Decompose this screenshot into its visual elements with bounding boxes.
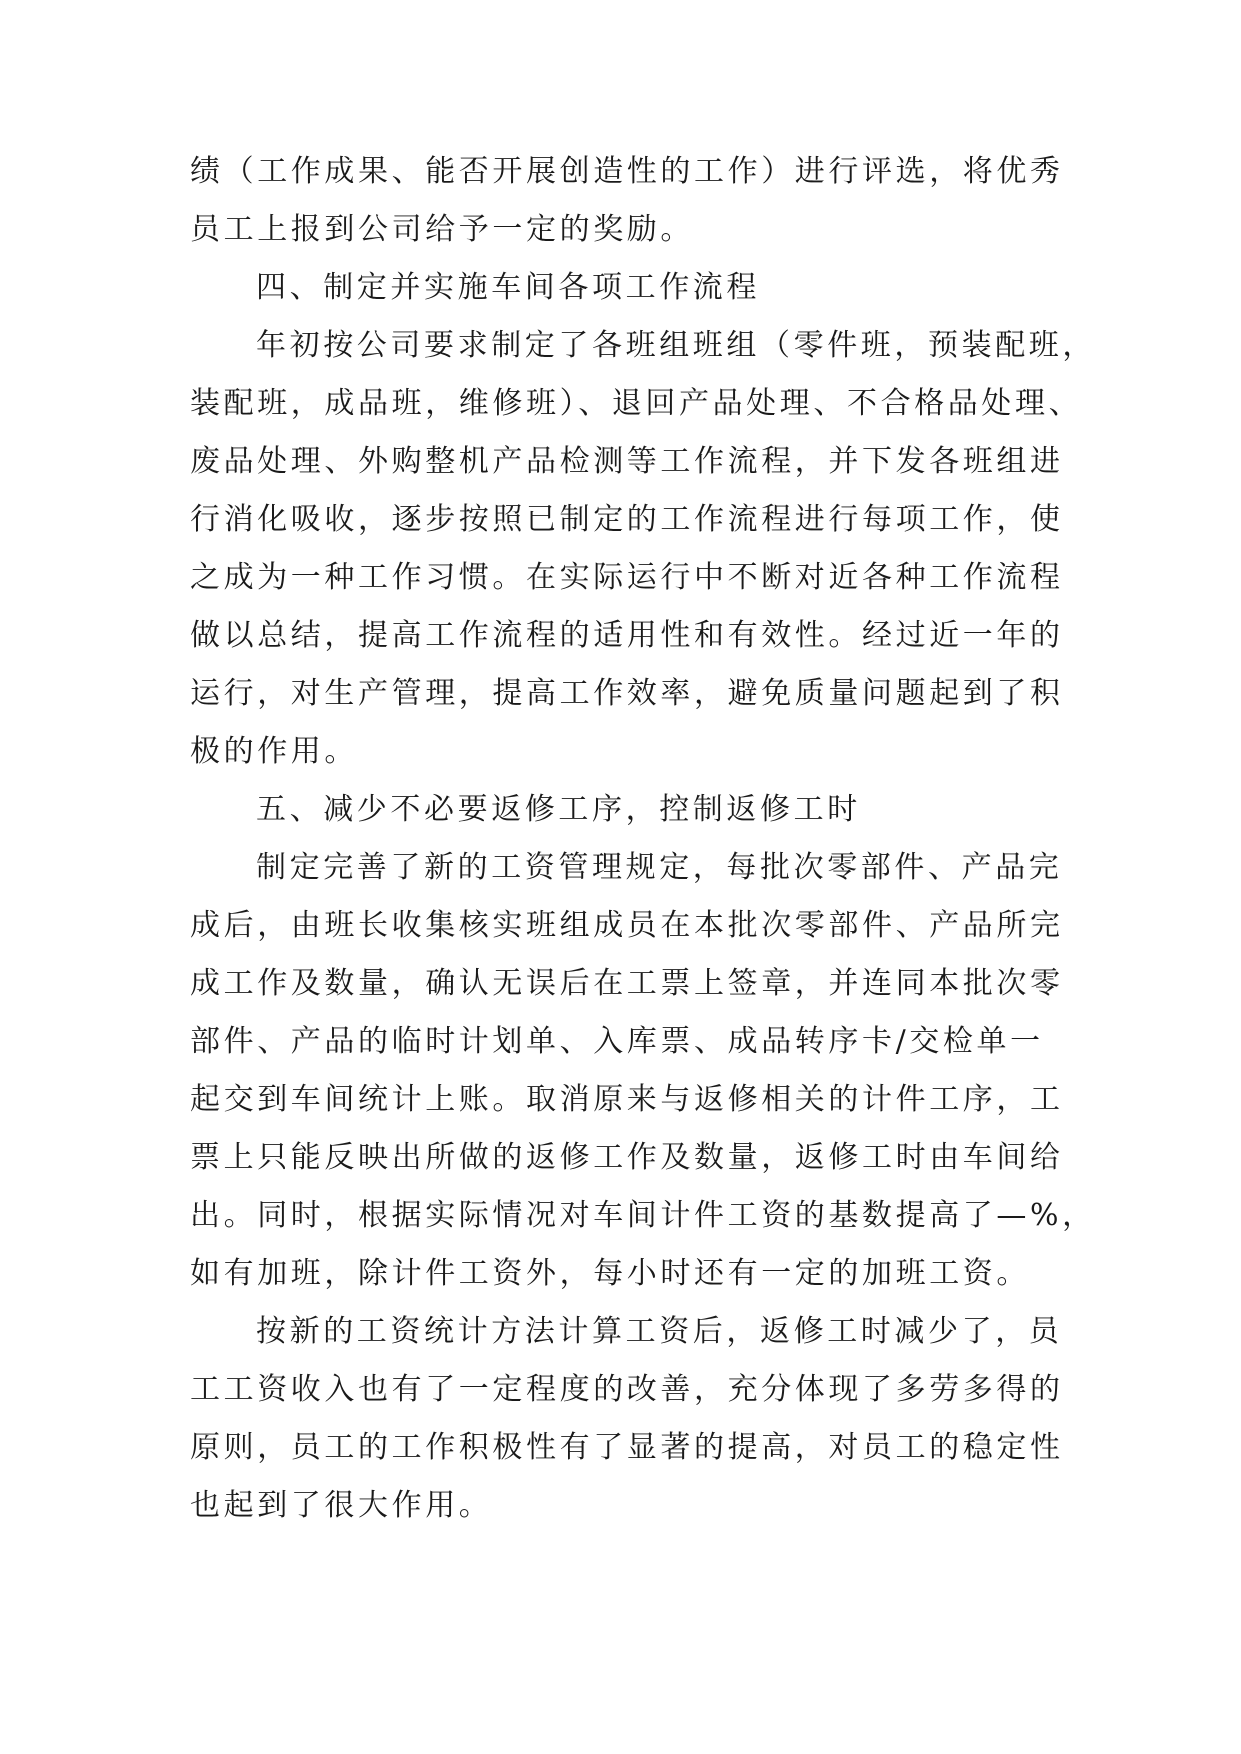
text-line: 员工上报到公司给予一定的奖励。	[190, 212, 694, 247]
text-line: 成后，由班长收集核实班组成员在本批次零部件、产品所完	[190, 908, 1064, 943]
text-line: 之成为一种工作习惯。在实际运行中不断对近各种工作流程	[190, 560, 1064, 595]
text-line: 年初按公司要求制定了各班组班组（零件班，预装配班，	[256, 328, 1096, 363]
text-line: 起交到车间统计上账。取消原来与返修相关的计件工序，工	[190, 1082, 1064, 1117]
text-line: 如有加班，除计件工资外，每小时还有一定的加班工资。	[190, 1256, 1030, 1291]
text-line: 原则，员工的工作积极性有了显著的提高，对员工的稳定性	[190, 1430, 1064, 1465]
text-line: 制定完善了新的工资管理规定，每批次零部件、产品完	[256, 850, 1063, 885]
text-line: 绩（工作成果、能否开展创造性的工作）进行评选，将优秀	[190, 154, 1064, 189]
text-line: 工工资收入也有了一定程度的改善，充分体现了多劳多得的	[190, 1372, 1064, 1407]
text-line: 部件、产品的临时计划单、入库票、成品转序卡/交检单一	[190, 1024, 1044, 1059]
text-line: 极的作用。	[190, 734, 358, 769]
text-line: 行消化吸收，逐步按照已制定的工作流程进行每项工作，使	[190, 502, 1064, 537]
text-line: 也起到了很大作用。	[190, 1488, 493, 1523]
text-line: 运行，对生产管理，提高工作效率，避免质量问题起到了积	[190, 676, 1064, 711]
text-line: 装配班，成品班，维修班）、退回产品处理、不合格品处理、	[190, 386, 1083, 421]
text-line: 按新的工资统计方法计算工资后，返修工时减少了，员	[256, 1314, 1063, 1349]
section-heading: 四、制定并实施车间各项工作流程	[256, 270, 760, 305]
section-heading: 五、减少不必要返修工序，控制返修工时	[256, 792, 861, 827]
text-line: 做以总结，提高工作流程的适用性和有效性。经过近一年的	[190, 618, 1064, 653]
text-line: 出。同时，根据实际情况对车间计件工资的基数提高了—%，	[190, 1198, 1096, 1233]
text-line: 成工作及数量，确认无误后在工票上签章，并连同本批次零	[190, 966, 1064, 1001]
text-line: 废品处理、外购整机产品检测等工作流程，并下发各班组进	[190, 444, 1064, 479]
text-line: 票上只能反映出所做的返修工作及数量，返修工时由车间给	[190, 1140, 1064, 1175]
